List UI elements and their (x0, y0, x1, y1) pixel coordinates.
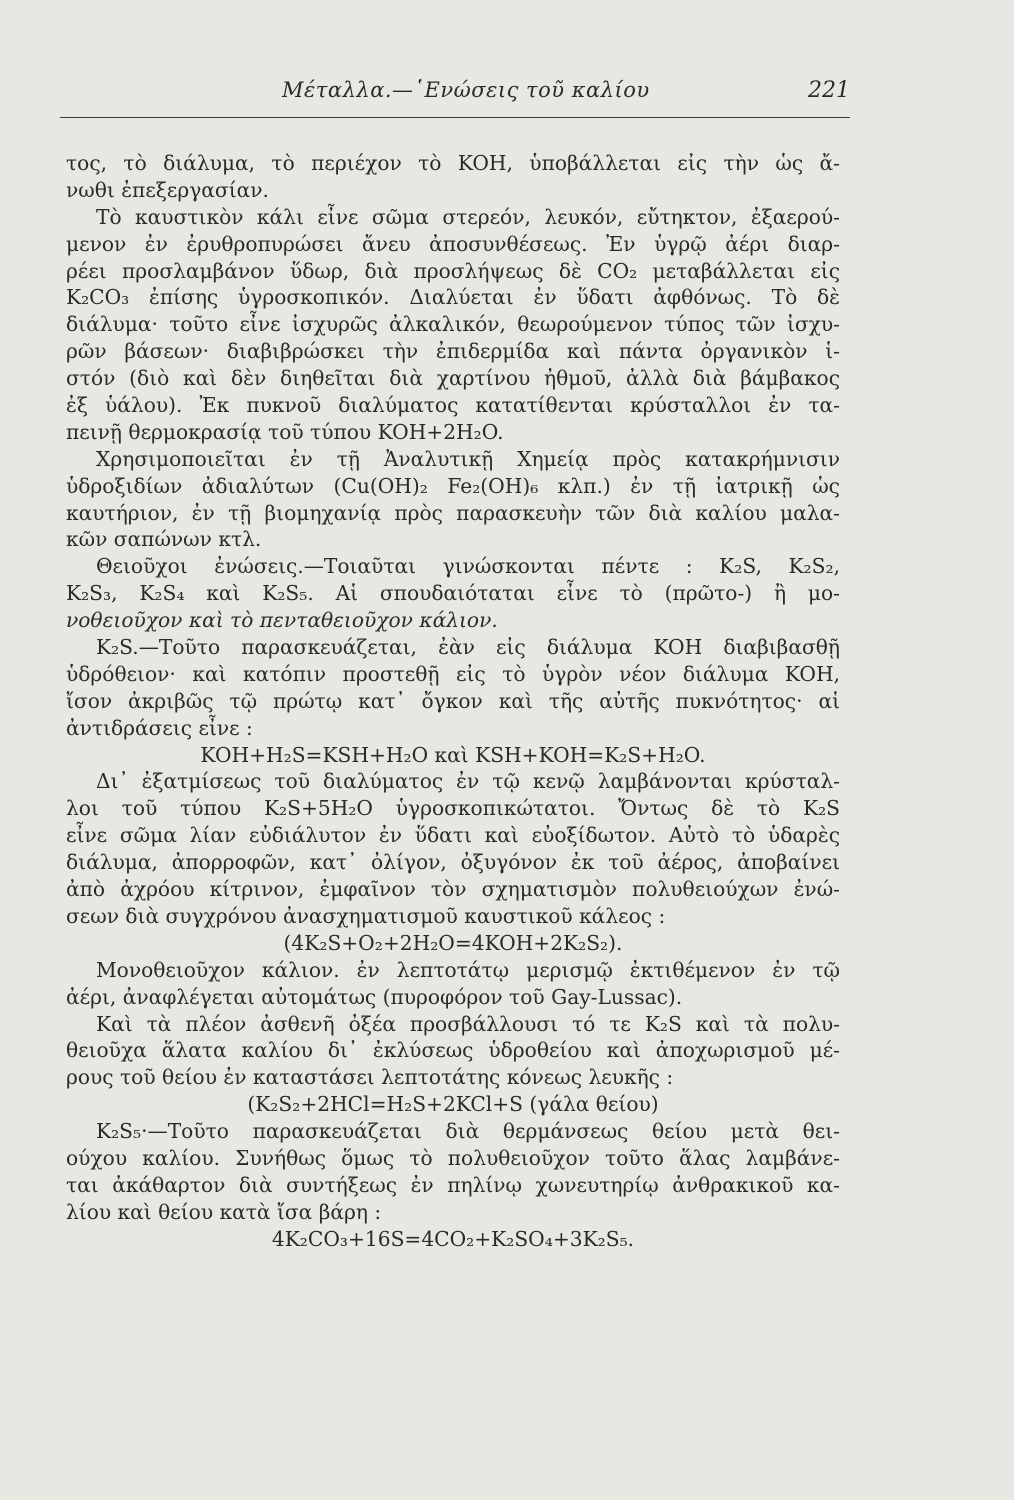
page-header (60, 78, 850, 108)
text-line: λοι τοῦ τύπου K₂S+5H₂O ὑγροσκοπικώτατοι. Ὄντως δὲ τὸ K₂S (66, 796, 840, 821)
section-heading-line: Θειοῦχοι ἐνώσεις.—Τοιαῦται γινώσκονται πέντε : K₂S, K₂S₂, (96, 554, 840, 579)
text-line: K₂CO₃ ἐπίσης ὑγροσκοπικόν. Διαλύεται ἐν ὕδατι ἀφθόνως. Τὸ δὲ (66, 285, 840, 310)
text-line: ρέει προσλαμβάνον ὕδωρ, διὰ προσλήψεως δὲ CO₂ μεταβάλλεται εἰς (66, 258, 840, 283)
text-line: ὑδρόθειον· καὶ κατόπιν προστεθῇ εἰς τὸ ὑγρὸν νέον διάλυμα KOH, (66, 661, 840, 686)
text-line: ρους τοῦ θείου ἐν καταστάσει λεπτοτάτης κόνεως λευκῆς : (66, 1065, 674, 1090)
equation-line: 4K₂CO₃+16S=4CO₂+K₂SO₄+3K₂S₅. (271, 1226, 635, 1251)
text-line: πεινῇ θερμοκρασίᾳ τοῦ τύπου KOH+2H₂O. (66, 419, 504, 444)
text-line: τος, τὸ διάλυμα, τὸ περιέχον τὸ KOH, ὑποβάλλεται εἰς τὴν ὡς ἄ- (66, 151, 840, 175)
text-line: ρῶν βάσεων· διαβιβρώσκει τὴν ἐπιδερμίδα καὶ πάντα ὀργανικὸν ἱ- (66, 339, 840, 364)
text-line: Καὶ τὰ πλέον ἀσθενῆ ὀξέα προσβάλλουσι τό τε K₂S καὶ τὰ πολυ- (96, 1011, 840, 1036)
text-line: Δι᾽ ἐξατμίσεως τοῦ διαλύματος ἐν τῷ κενῷ λαμβάνονται κρύσταλ- (96, 769, 840, 794)
text-line: ούχου καλίου. Συνήθως ὅμως τὸ πολυθειοῦχον τοῦτο ἅλας λαμβάνε- (66, 1145, 840, 1170)
text-line: K₂S₅·—Τοῦτο παρασκευάζεται διὰ θερμάνσεως θείου μετὰ θει- (96, 1119, 840, 1144)
text-line: ἀπὸ ἀχρόου κίτρινον, ἐμφαῖνον τὸν σχηματισμὸν πολυθειούχων ἐνώ- (66, 877, 840, 902)
text-line: ἐξ ὑάλου). Ἐκ πυκνοῦ διαλύματος κατατίθενται κρύσταλλοι ἐν τα- (66, 393, 840, 418)
text-line: K₂S.—Τοῦτο παρασκευάζεται, ἐὰν εἰς διάλυμα KOH διαβιβασθῇ (96, 635, 840, 660)
text-line: εἶνε σῶμα λίαν εὐδιάλυτον ἐν ὕδατι καὶ εὐοξίδωτον. Αὐτὸ τὸ ὑδαρὲς (66, 823, 840, 848)
text-line: σεων διὰ συγχρόνου ἀνασχηματισμοῦ καυστικοῦ κάλεος : (66, 903, 666, 928)
text-line: Τὸ καυστικὸν κάλι εἶνε σῶμα στερεόν, λευκόν, εὔτηκτον, ἐξαερού- (96, 204, 840, 229)
equation-line: (K₂S₂+2HCl=H₂S+2KCl+S (γάλα θείου) (247, 1092, 659, 1117)
text-line: μενον ἐν ἐρυθροπυρώσει ἄνευ ἀποσυνθέσεως. Ἐν ὑγρῷ ἀέρι διαρ- (66, 231, 840, 256)
text-line: διάλυμα· τοῦτο εἶνε ἰσχυρῶς ἀλκαλικόν, θεωρούμενον τύπος τῶν ἰσχυ- (66, 312, 840, 337)
text-line: K₂S₃, K₂S₄ καὶ K₂S₅. Αἱ σπουδαιόταται εἶνε τὸ (πρῶτο-) ἢ μο- (66, 581, 840, 606)
text-line: ἀέρι, ἀναφλέγεται αὐτομάτως (πυροφόρον τοῦ Gay-Lussac). (66, 984, 683, 1009)
equation-line: (4K₂S+O₂+2H₂O=4KOH+2K₂S₂). (283, 930, 623, 955)
text-line: Χρησιμοποιεῖται ἐν τῇ Ἀναλυτικῇ Χημείᾳ πρὸς κατακρήμνισιν (96, 446, 840, 471)
text-line: νοθειοῦχον καὶ τὸ πενταθειοῦχον κάλιον. (66, 608, 498, 633)
text-line: ὑδροξιδίων ἀδιαλύτων (Cu(OH)₂ Fe₂(OH)₆ κλπ.) ἐν τῇ ἰατρικῇ ὡς (66, 473, 840, 498)
header-rule (60, 117, 850, 118)
body-text (66, 150, 840, 1253)
text-line: ται ἀκάθαρτον διὰ συντήξεως ἐν πηλίνῳ χωνευτηρίῳ ἀνθρακικοῦ κα- (66, 1172, 840, 1197)
text-line: ἀντιδράσεις εἶνε : (66, 715, 253, 740)
text-line: Μονοθειοῦχον κάλιον. ἐν λεπτοτάτῳ μερισμῷ ἐκτιθέμενον ἐν τῷ (96, 957, 840, 982)
text-line: διάλυμα, ἀπορροφῶν, κατ᾽ ὀλίγον, ὀξυγόνον ἐκ τοῦ ἀέρος, ἀποβαίνει (66, 850, 840, 875)
text-line: καυτήριον, ἐν τῇ βιομηχανίᾳ πρὸς παρασκευὴν τῶν διὰ καλίου μαλα- (66, 500, 840, 525)
text-line: κῶν σαπώνων κτλ. (66, 527, 262, 552)
text-line: νωθι ἐπεξεργασίαν. (66, 177, 269, 202)
text-line: θειοῦχα ἅλατα καλίου δι᾽ ἐκλύσεως ὑδροθείου καὶ ἀποχωρισμοῦ μέ- (66, 1038, 840, 1063)
running-head: Μέταλλα.—῾Ενώσεις τοῦ καλίου (282, 78, 650, 102)
page-number: 221 (808, 78, 850, 103)
text-line: λίου καὶ θείου κατὰ ἴσα βάρη : (66, 1199, 382, 1224)
text-line: ἴσον ἀκριβῶς τῷ πρώτῳ κατ᾽ ὄγκον καὶ τῆς αὐτῆς πυκνότητος· αἱ (66, 688, 840, 713)
equation-line: KOH+H₂S=KSH+H₂O καὶ KSH+KOH=K₂S+H₂O. (200, 742, 706, 767)
text-line: στόν (διὸ καὶ δὲν διηθεῖται διὰ χαρτίνου ἠθμοῦ, ἀλλὰ διὰ βάμβακος (66, 366, 840, 391)
